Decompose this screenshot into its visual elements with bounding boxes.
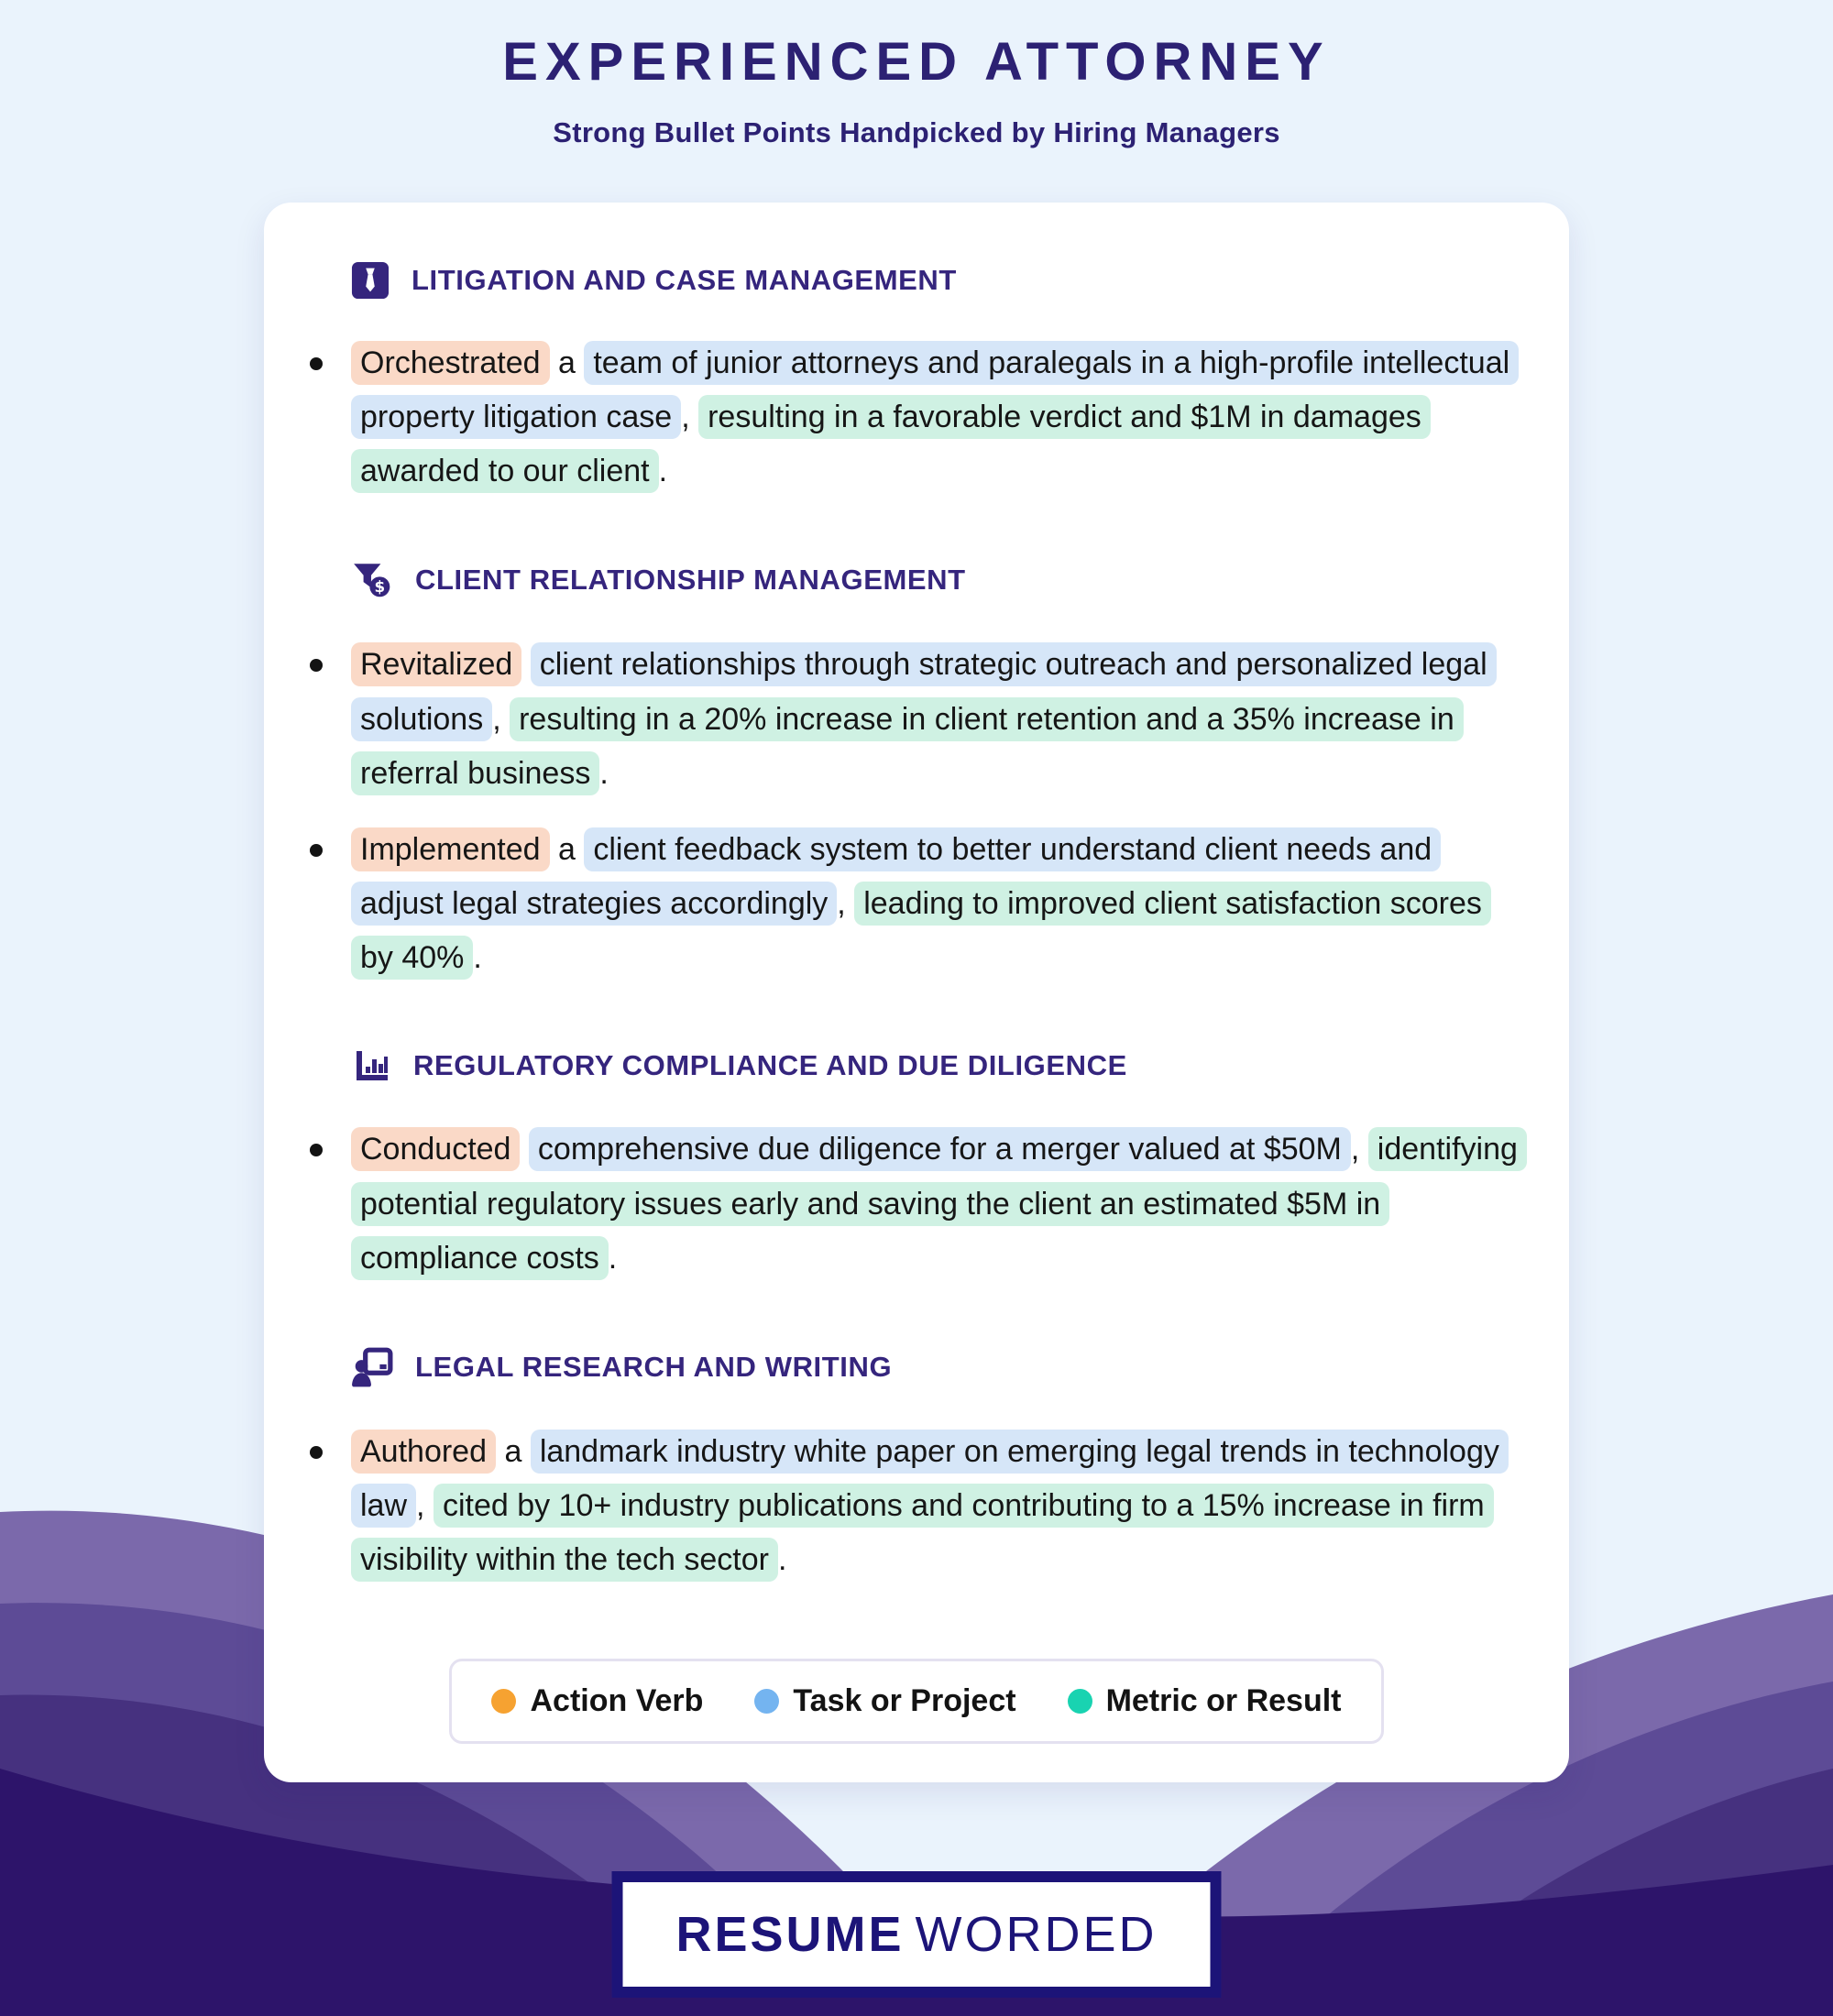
- bullet-dot-icon: [310, 659, 323, 672]
- highlight-legend: [449, 1659, 1384, 1744]
- tie-icon: [351, 261, 390, 300]
- action-verb-highlight: Revitalized: [351, 642, 521, 686]
- plain-text: ,: [492, 701, 510, 737]
- bullet-text: [351, 638, 1523, 800]
- plain-text: [521, 647, 530, 682]
- bullet-point: [310, 638, 1523, 800]
- page-subtitle: Strong Bullet Points Handpicked by Hiring Managers: [553, 116, 1280, 148]
- page-header: [0, 0, 1833, 149]
- section-litigation: [310, 261, 1523, 499]
- svg-text:$: $: [374, 577, 386, 597]
- plain-text: .: [777, 1542, 787, 1578]
- metric-highlight: leading to improved client satisfaction scores by 40%: [351, 882, 1491, 980]
- bullet-text: [351, 1425, 1523, 1587]
- metric-highlight: resulting in a 20% increase in client retention and a 35% increase in referral business: [351, 697, 1464, 795]
- bullet-dot-icon: [310, 1446, 323, 1459]
- plain-text: a: [496, 1433, 531, 1469]
- section-client-relationship: [310, 559, 1523, 985]
- action-verb-highlight: Orchestrated: [351, 341, 550, 385]
- bullet-list: [310, 638, 1523, 985]
- bullet-list: [310, 1123, 1523, 1285]
- section-title: LEGAL RESEARCH AND WRITING: [415, 1350, 893, 1383]
- task-highlight: landmark industry white paper on emerging legal trends in technology law: [351, 1430, 1509, 1528]
- plain-text: ,: [681, 400, 699, 435]
- funnel-dollar-icon: [351, 559, 393, 601]
- action-verb-highlight: Conducted: [351, 1127, 520, 1171]
- plain-text: ,: [837, 886, 855, 922]
- legend-label: Action Verb: [530, 1683, 704, 1719]
- legend-item-action: [491, 1683, 703, 1719]
- section-regulatory-compliance: [310, 1046, 1523, 1285]
- action-verb-highlight: Implemented: [351, 827, 550, 871]
- plain-text: a: [549, 831, 585, 867]
- plain-text: ,: [416, 1488, 434, 1524]
- action-verb-highlight: Authored: [351, 1430, 496, 1474]
- plain-text: .: [473, 940, 482, 976]
- metric-dot-icon: [1068, 1689, 1092, 1714]
- section-title: REGULATORY COMPLIANCE AND DUE DILIGENCE: [413, 1049, 1127, 1082]
- bullet-point: [310, 1425, 1523, 1587]
- section-legal-research: [310, 1346, 1523, 1587]
- section-title: LITIGATION AND CASE MANAGEMENT: [412, 264, 957, 296]
- plain-text: .: [658, 454, 668, 489]
- bullet-list: [310, 1425, 1523, 1587]
- legend-label: Metric or Result: [1105, 1683, 1342, 1719]
- bullet-dot-icon: [310, 844, 323, 857]
- bullet-dot-icon: [310, 357, 323, 370]
- brand-name-light: WORDED: [915, 1907, 1158, 1962]
- bullet-point: [310, 1123, 1523, 1285]
- bullet-text: [351, 823, 1523, 985]
- section-header: [351, 261, 1523, 300]
- task-highlight: comprehensive due diligence for a merger valued at $50M: [529, 1127, 1351, 1171]
- section-title: CLIENT RELATIONSHIP MANAGEMENT: [415, 564, 966, 597]
- metric-highlight: resulting in a favorable verdict and $1M in damages awarded to our client: [351, 395, 1431, 493]
- task-highlight: client feedback system to better understand client needs and adjust legal strategies accordingly: [351, 827, 1441, 926]
- task-dot-icon: [754, 1689, 779, 1714]
- plain-text: ,: [1350, 1132, 1368, 1167]
- resume-worded-logo: [611, 1871, 1221, 1998]
- metric-highlight: identifying potential regulatory issues early and saving the client an estimated $5M in compliance costs: [351, 1127, 1527, 1279]
- plain-text: .: [608, 1240, 618, 1276]
- metric-highlight: cited by 10+ industry publications and contributing to a 15% increase in firm visibility within the tech sector: [351, 1484, 1494, 1582]
- plain-text: a: [549, 345, 585, 380]
- plain-text: .: [599, 755, 609, 791]
- section-header: [351, 1346, 1523, 1388]
- section-header: [351, 1046, 1523, 1086]
- plain-text: [520, 1132, 528, 1167]
- section-header: [351, 559, 1523, 601]
- bullet-point: [310, 336, 1523, 499]
- bullet-list: [310, 336, 1523, 499]
- page-title: EXPERIENCED ATTORNEY: [502, 32, 1331, 92]
- task-highlight: team of junior attorneys and paralegals in a high-profile intellectual property litigation case: [351, 341, 1519, 439]
- bullet-text: [351, 1123, 1523, 1285]
- legend-label: Task or Project: [793, 1683, 1016, 1719]
- bar-chart-icon: [351, 1046, 391, 1086]
- presentation-icon: [351, 1346, 393, 1388]
- bullet-text: [351, 336, 1523, 499]
- legend-item-task: [754, 1683, 1015, 1719]
- content-card: [264, 203, 1569, 1782]
- action-verb-dot-icon: [491, 1689, 516, 1714]
- bullet-dot-icon: [310, 1144, 323, 1156]
- legend-item-metric: [1068, 1683, 1342, 1719]
- task-highlight: client relationships through strategic outreach and personalized legal solutions: [351, 642, 1497, 740]
- brand-name-bold: RESUME: [675, 1907, 905, 1962]
- bullet-point: [310, 823, 1523, 985]
